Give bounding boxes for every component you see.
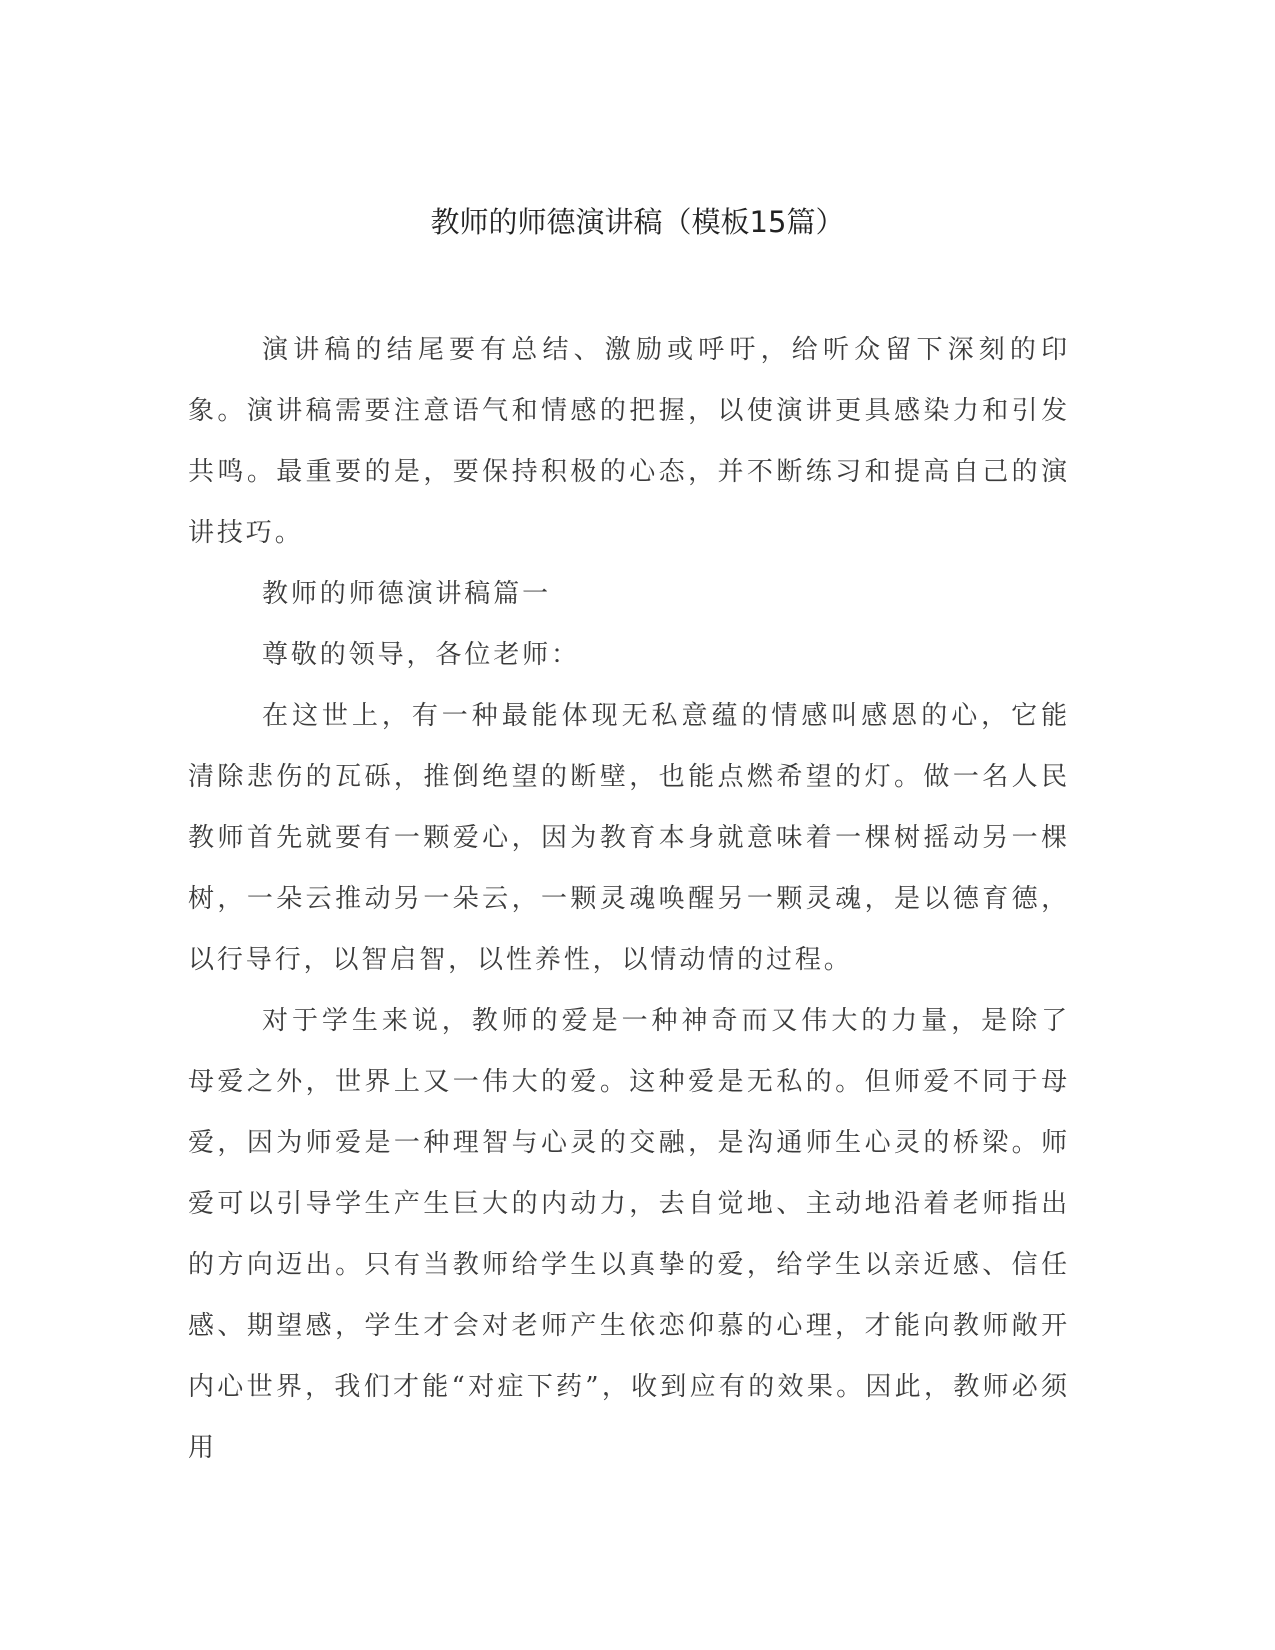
intro-paragraph: 演讲稿的结尾要有总结、激励或呼吁，给听众留下深刻的印象。演讲稿需要注意语气和情感的把握，以使演讲更具感染力和引发共鸣。最重要的是，要保持积极的心态，并不断练习和提高自己的演讲技巧。	[188, 335, 1070, 548]
salutation: 尊敬的领导，各位老师：	[262, 640, 580, 670]
body-paragraph: 在这世上，有一种最能体现无私意蕴的情感叫感恩的心，它能清除悲伤的瓦砾，推倒绝望的断壁，也能点燃希望的灯。做一名人民教师首先就要有一颗爱心，因为教育本身就意味着一棵树摇动另一棵树，一朵云推动另一朵云，一颗灵魂唤醒另一颗灵魂，是以德育德，以行导行，以智启智，以性养性，以情动情的过程。	[188, 701, 1070, 975]
body-paragraph: 对于学生来说，教师的爱是一种神奇而又伟大的力量，是除了母爱之外，世界上又一伟大的爱。这种爱是无私的。但师爱不同于母爱，因为师爱是一种理智与心灵的交融，是沟通师生心灵的桥梁。师爱可以引导学生产生巨大的内动力，去自觉地、主动地沿着老师指出的方向迈出。只有当教师给学生以真挚的爱，给学生以亲近感、信任感、期望感，学生才会对老师产生依恋仰慕的心理，才能向教师敞开内心世界，我们才能“对症下药”，收到应有的效果。因此，教师必须用	[188, 1006, 1070, 1463]
document-title: 教师的师德演讲稿（模板15篇）	[430, 205, 845, 239]
document-body	[188, 320, 1070, 1479]
section-heading: 教师的师德演讲稿篇一	[262, 579, 552, 609]
